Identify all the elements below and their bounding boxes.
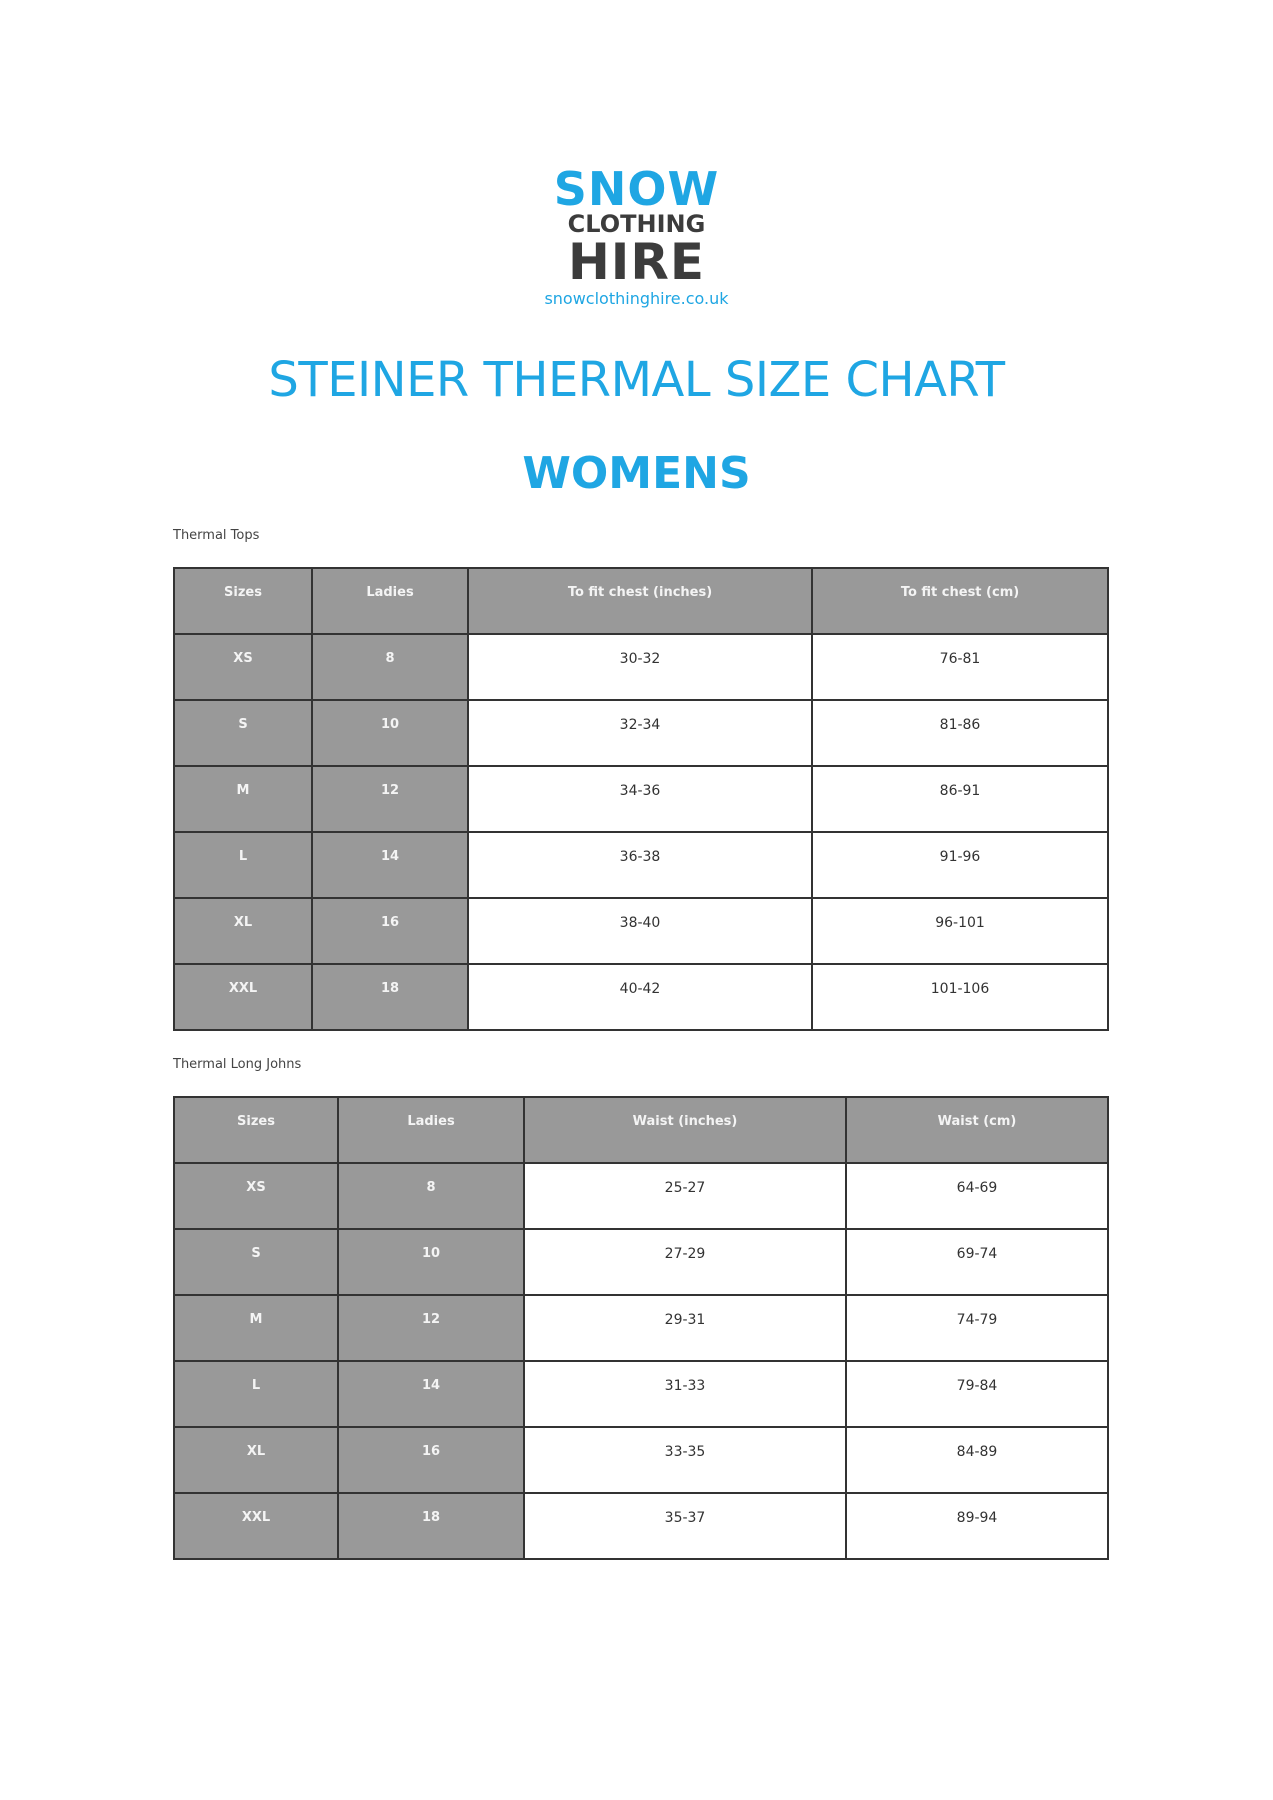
table-row [174,1229,1108,1295]
logo-mark [544,162,729,308]
cell-size: L [174,1361,338,1427]
thermal-long-johns-table [173,1096,1109,1560]
cell-waist-inches: 31-33 [524,1361,846,1427]
table-row [174,1427,1108,1493]
page-title: STEINER THERMAL SIZE CHART [268,352,1005,408]
cell-size: S [174,700,312,766]
header-sizes: Sizes [174,1097,338,1163]
cell-chest-inches: 36-38 [468,832,812,898]
cell-chest-inches: 32-34 [468,700,812,766]
cell-size: XXL [174,964,312,1030]
cell-ladies: 18 [312,964,468,1030]
cell-ladies: 10 [338,1229,524,1295]
cell-chest-cm: 81-86 [812,700,1108,766]
tops-table-label: Thermal Tops [173,528,260,543]
cell-size: M [174,1295,338,1361]
logo-url: snowclothinghire.co.uk [544,289,729,308]
table-row [174,634,1108,700]
thermal-tops-table [173,567,1109,1031]
logo [0,162,1273,308]
cell-size: XL [174,898,312,964]
cell-ladies: 12 [312,766,468,832]
page-subtitle: WOMENS [522,448,751,499]
cell-chest-cm: 91-96 [812,832,1108,898]
cell-size: L [174,832,312,898]
cell-chest-cm: 101-106 [812,964,1108,1030]
cell-ladies: 14 [312,832,468,898]
header-ladies: Ladies [338,1097,524,1163]
cell-waist-inches: 33-35 [524,1427,846,1493]
cell-waist-cm: 64-69 [846,1163,1108,1229]
logo-hire-text: HIRE [567,233,706,291]
header-chest-inches: To fit chest (inches) [468,568,812,634]
cell-waist-cm: 74-79 [846,1295,1108,1361]
header-ladies: Ladies [312,568,468,634]
cell-ladies: 10 [312,700,468,766]
cell-size: XL [174,1427,338,1493]
cell-waist-cm: 79-84 [846,1361,1108,1427]
cell-ladies: 18 [338,1493,524,1559]
cell-chest-inches: 30-32 [468,634,812,700]
cell-waist-inches: 27-29 [524,1229,846,1295]
cell-waist-inches: 29-31 [524,1295,846,1361]
table-header-row [174,568,1108,634]
table-row [174,1295,1108,1361]
header-chest-cm: To fit chest (cm) [812,568,1108,634]
cell-waist-inches: 35-37 [524,1493,846,1559]
table-row [174,1493,1108,1559]
cell-waist-cm: 84-89 [846,1427,1108,1493]
cell-size: XS [174,1163,338,1229]
header-sizes: Sizes [174,568,312,634]
table-header-row [174,1097,1108,1163]
logo-snow-text: SNOW [553,162,720,216]
header-waist-cm: Waist (cm) [846,1097,1108,1163]
table-row [174,964,1108,1030]
table-row [174,832,1108,898]
cell-chest-inches: 34-36 [468,766,812,832]
cell-ladies: 16 [338,1427,524,1493]
cell-size: S [174,1229,338,1295]
table-row [174,700,1108,766]
cell-ladies: 12 [338,1295,524,1361]
cell-size: XXL [174,1493,338,1559]
cell-chest-inches: 40-42 [468,964,812,1030]
table-row [174,898,1108,964]
cell-ladies: 8 [312,634,468,700]
table-row [174,1163,1108,1229]
table-row [174,1361,1108,1427]
cell-size: M [174,766,312,832]
cell-waist-cm: 89-94 [846,1493,1108,1559]
cell-chest-cm: 86-91 [812,766,1108,832]
long-johns-table-label: Thermal Long Johns [173,1057,302,1072]
cell-ladies: 16 [312,898,468,964]
cell-size: XS [174,634,312,700]
cell-chest-inches: 38-40 [468,898,812,964]
cell-chest-cm: 96-101 [812,898,1108,964]
header-waist-inches: Waist (inches) [524,1097,846,1163]
cell-ladies: 14 [338,1361,524,1427]
cell-ladies: 8 [338,1163,524,1229]
table-row [174,766,1108,832]
cell-waist-cm: 69-74 [846,1229,1108,1295]
logo-clothing-text: CLOTHING [567,210,706,238]
cell-chest-cm: 76-81 [812,634,1108,700]
cell-waist-inches: 25-27 [524,1163,846,1229]
